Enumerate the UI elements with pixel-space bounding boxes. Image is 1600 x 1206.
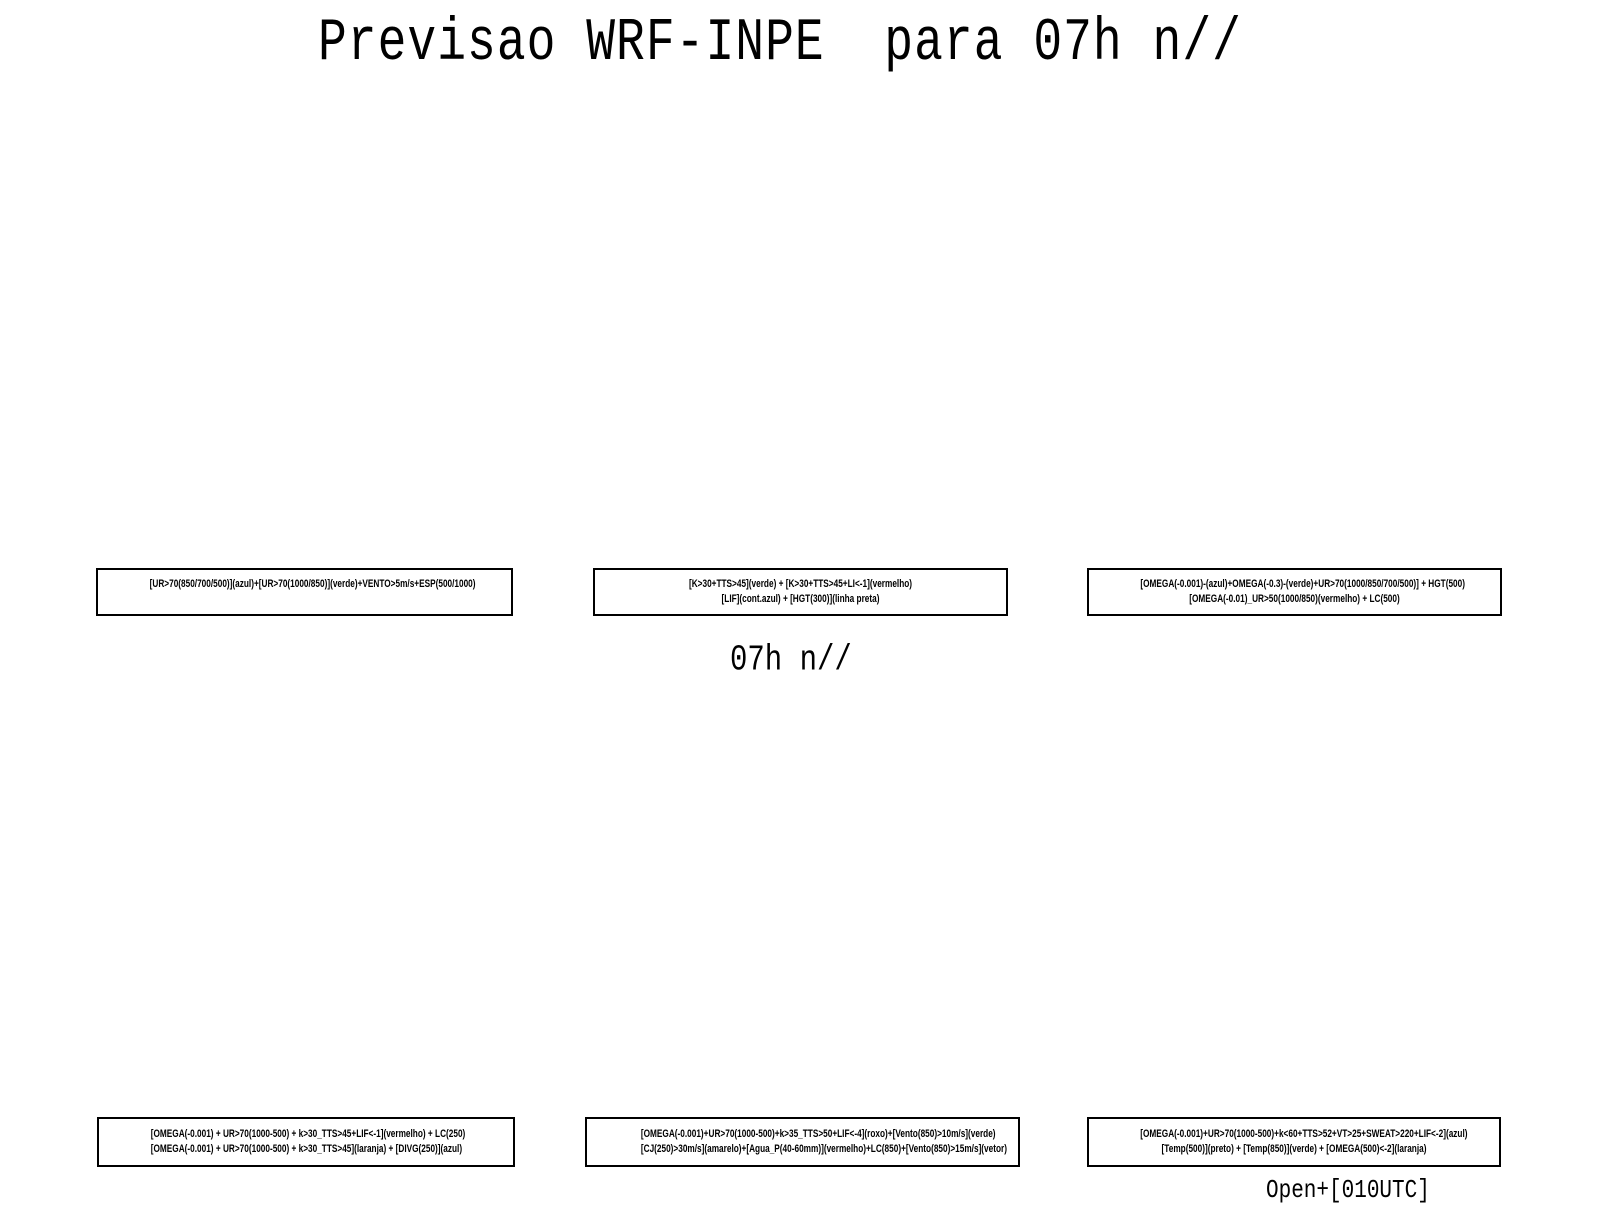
map-panel-area-top bbox=[0, 90, 1600, 560]
panel-time-label: 07h n// bbox=[730, 639, 852, 681]
legend-line: [LIF](cont.azul) + [HGT(300)](linha preta) bbox=[721, 593, 880, 605]
legend-box-top-middle bbox=[593, 568, 1008, 616]
legend-line: [CJ(250)>30m/s](amarelo)+[Agua_P(40-60mm)](vermelho)+LC(850)+[Vento(850)>15m/s](vetor) bbox=[640, 1143, 1007, 1155]
legend-line: [OMEGA(-0.001)+UR>70(1000-500)+k<60+TTS>52+VT>25+SWEAT>220+LIF<-2](azul) bbox=[1140, 1128, 1468, 1140]
legend-line: [K>30+TTS>45](verde) + [K>30+TTS>45+LI<-1](vermelho) bbox=[688, 578, 913, 590]
map-panel-area-bottom bbox=[0, 690, 1600, 1110]
legend-line bbox=[150, 592, 460, 607]
legend-line: [OMEGA(-0.001) + UR>70(1000-500) + k>30_TTS>45](laranja) + [DIVG(250)](azul) bbox=[150, 1143, 463, 1155]
legend-box-bottom-middle bbox=[585, 1117, 1020, 1167]
legend-line: [Temp(500)](preto) + [Temp(850)](verde) + [OMEGA(500)<-2](laranja) bbox=[1161, 1143, 1427, 1155]
legend-line: [OMEGA(-0.001) + UR>70(1000-500) + k>30_TTS>45+LIF<-1](vermelho) + LC(250) bbox=[150, 1128, 466, 1140]
footer-label: Open+[010UTC] bbox=[1266, 1176, 1430, 1206]
legend-box-top-left bbox=[96, 568, 513, 616]
legend-box-bottom-left bbox=[97, 1117, 515, 1167]
legend-line: [OMEGA(-0.001)-(azul)+OMEGA(-0.3)-(verde)+UR>70(1000/850/700/500)] + HGT(500) bbox=[1140, 578, 1465, 590]
legend-box-bottom-right bbox=[1087, 1117, 1501, 1167]
legend-line: [UR>70(850/700/500)](azul)+[UR>70(1000/850)](verde)+VENTO>5m/s+ESP(500/1000) bbox=[149, 578, 476, 590]
page-title: Previsao WRF-INPE para 07h n// bbox=[318, 10, 1242, 78]
legend-line: [OMEGA(-0.01)_UR>50(1000/850)(vermelho) + LC(500) bbox=[1189, 593, 1400, 605]
legend-line: [OMEGA(-0.001)+UR>70(1000-500)+k>35_TTS>50+LIF<-4](roxo)+[Vento(850)>10m/s](verde) bbox=[640, 1128, 996, 1140]
legend-box-top-right bbox=[1087, 568, 1502, 616]
